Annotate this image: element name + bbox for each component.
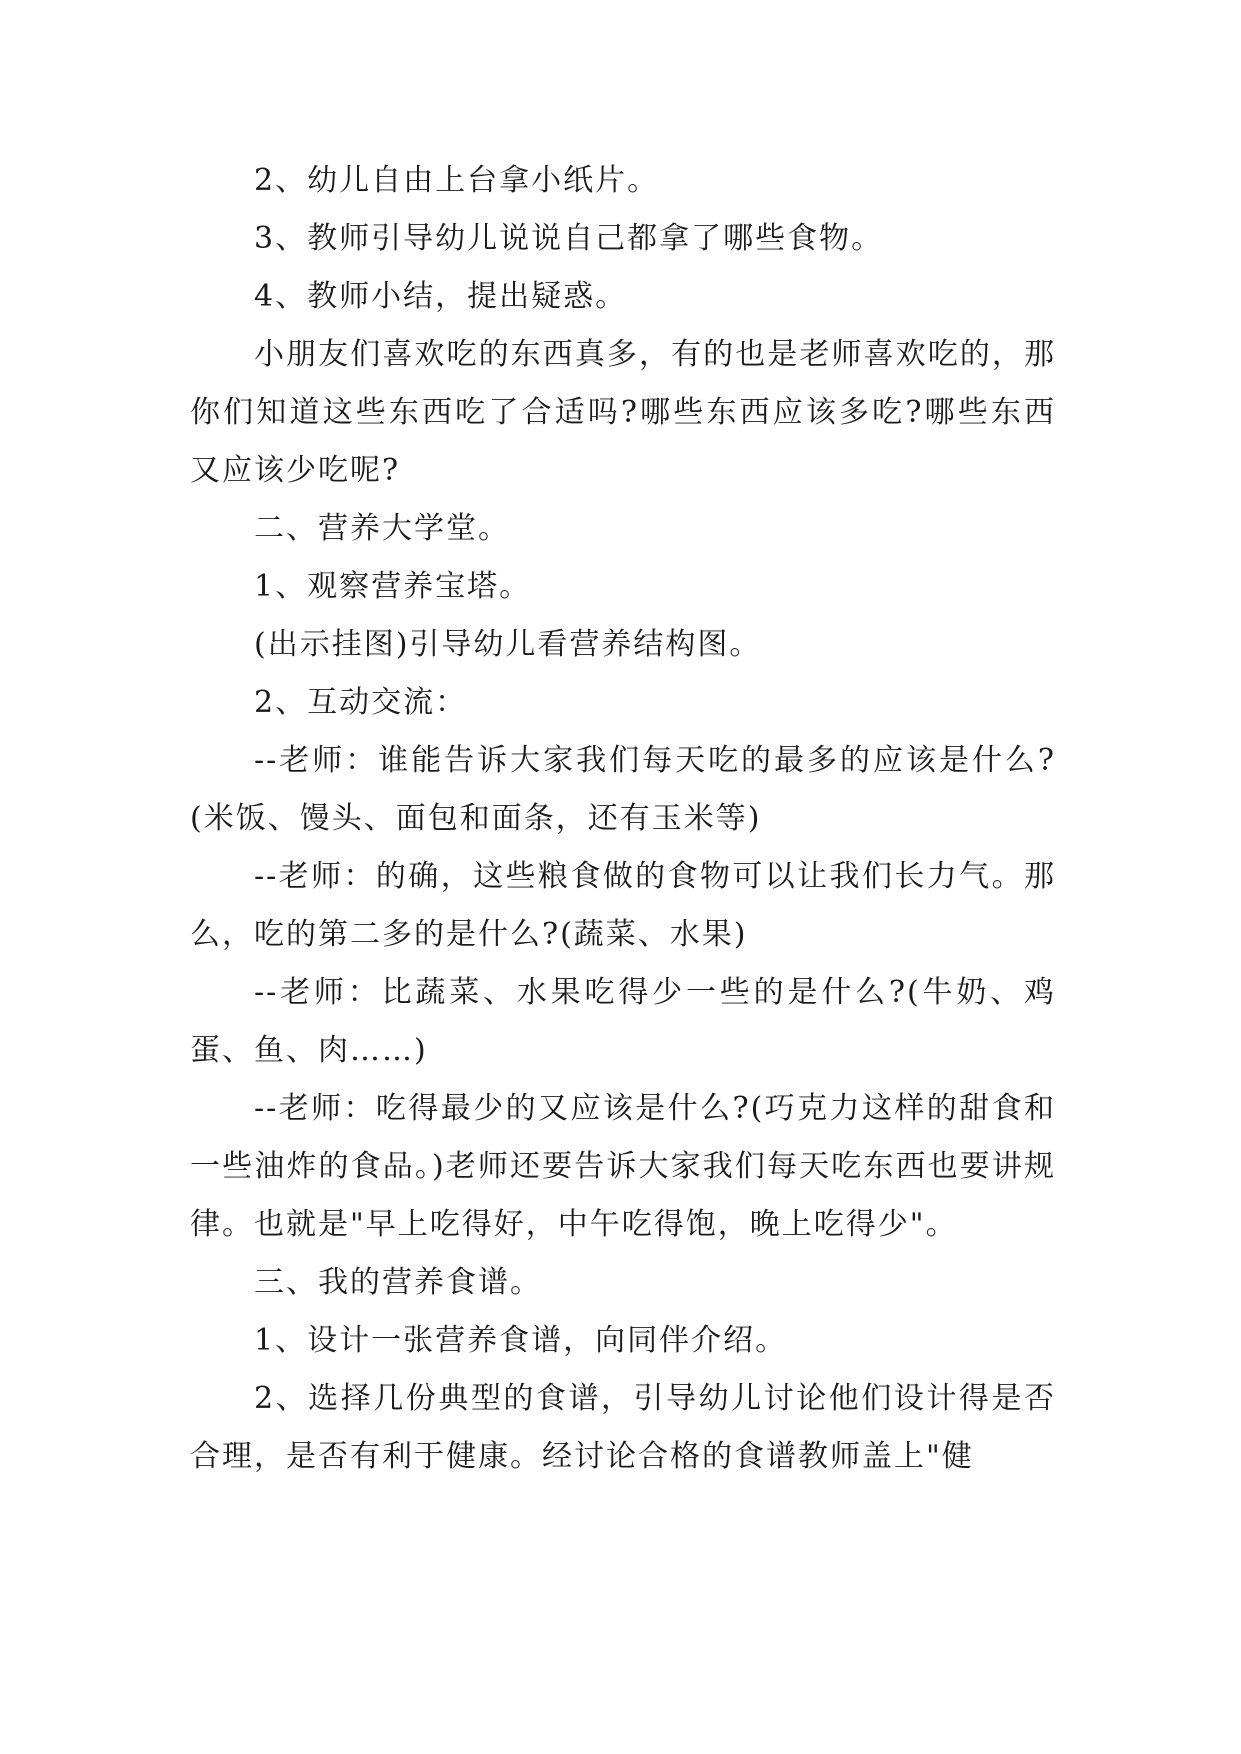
section-heading-2: 二、营养大学堂。 [254,511,510,546]
paragraph-14: 1、设计一张营养食谱，向同伴介绍。 [254,1323,788,1358]
paragraph-1: 2、幼儿自由上台拿小纸片。 [254,163,660,198]
paragraph-11: --老师：比蔬菜、水果吃得少一些的是什么?(牛奶、鸡蛋、鱼、肉……) [190,975,1056,1068]
section-heading-3: 三、我的营养食谱。 [254,1265,542,1300]
document-body [190,152,1056,1486]
paragraph-8: 2、互动交流： [254,685,468,720]
paragraph-9: --老师：谁能告诉大家我们每天吃的最多的应该是什么?(米饭、馒头、面包和面条，还有玉米等) [190,743,1056,836]
paragraph-6: 1、观察营养宝塔。 [254,569,532,604]
paragraph-15: 2、选择几份典型的食谱，引导幼儿讨论他们设计得是否合理，是否有利于健康。经讨论合格的食谱教师盖上"健 [190,1381,1056,1474]
paragraph-7: (出示挂图)引导幼儿看营养结构图。 [254,627,762,662]
paragraph-4: 小朋友们喜欢吃的东西真多，有的也是老师喜欢吃的，那你们知道这些东西吃了合适吗?哪些东西应该多吃?哪些东西又应该少吃呢? [190,337,1056,488]
paragraph-3: 4、教师小结，提出疑惑。 [254,279,628,314]
paragraph-2: 3、教师引导幼儿说说自己都拿了哪些食物。 [254,221,884,256]
paragraph-10: --老师：的确，这些粮食做的食物可以让我们长力气。那么，吃的第二多的是什么?(蔬菜、水果) [190,859,1056,952]
paragraph-12: --老师：吃得最少的又应该是什么?(巧克力这样的甜食和一些油炸的食品。)老师还要告诉大家我们每天吃东西也要讲规律。也就是"早上吃得好，中午吃得饱，晚上吃得少"。 [190,1091,1056,1242]
